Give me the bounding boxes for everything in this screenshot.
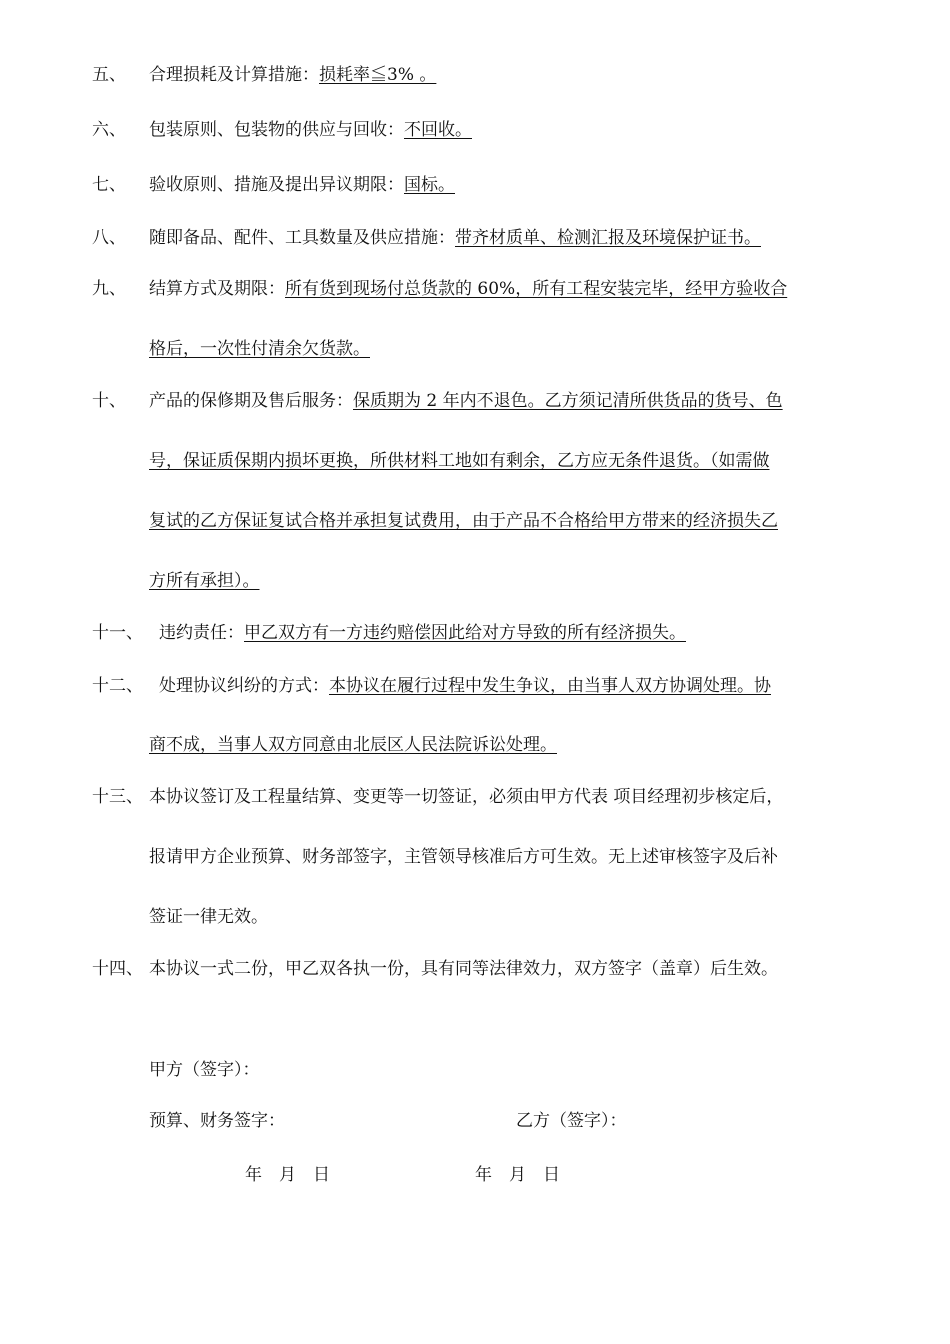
clause-6: [149, 119, 472, 141]
clause-value: 国标。: [404, 175, 455, 195]
clause-label: 合理损耗及计算措施：: [149, 65, 319, 85]
date-left: 年 月 日: [245, 1165, 330, 1185]
party-a-signature-label: 甲方（签字）：: [149, 1060, 260, 1080]
clause-14-line-1: 本协议一式二份，甲乙双各执一份，具有同等法律效力，双方签字（盖章）后生效。: [149, 959, 778, 979]
clause-number-10: 十、: [92, 391, 126, 411]
date-right: 年 月 日: [475, 1165, 560, 1185]
clause-label: 随即备品、配件、工具数量及供应措施：: [149, 228, 455, 248]
clause-number-12: 十二、: [92, 676, 143, 696]
clause-number-11: 十一、: [92, 623, 143, 643]
clause-label: 违约责任：: [159, 623, 244, 643]
clause-value: 保质期为 2 年内不退色。乙方须记清所供货品的货号、色: [353, 391, 783, 411]
clause-value: 本协议在履行过程中发生争议，由当事人双方协调处理。协: [329, 676, 771, 696]
clause-number-14: 十四、: [92, 959, 143, 979]
clause-5: [149, 64, 436, 86]
finance-signature-label: 预算、财务签字：: [149, 1111, 285, 1131]
clause-number-6: 六、: [92, 120, 126, 140]
clause-10-line-1: [149, 390, 783, 412]
clause-value: 不回收。: [404, 120, 472, 140]
clause-8: [149, 227, 761, 249]
clause-label: 结算方式及期限：: [149, 279, 285, 299]
clause-label: 验收原则、措施及提出异议期限：: [149, 175, 404, 195]
clause-12-line-1: [159, 675, 771, 697]
party-b-signature-label: 乙方（签字）：: [516, 1111, 627, 1131]
clause-value: 甲乙双方有一方违约赔偿因此给对方导致的所有经济损失。: [244, 623, 686, 643]
clause-value: 所有货到现场付总货款的 60%，所有工程安装完毕，经甲方验收合: [285, 279, 788, 299]
clause-number-8: 八、: [92, 228, 126, 248]
clause-10-line-4: 方所有承担）。: [149, 571, 260, 591]
clause-number-13: 十三、: [92, 787, 143, 807]
clause-label: 处理协议纠纷的方式：: [159, 676, 329, 696]
clause-13-line-1: 本协议签订及工程量结算、变更等一切签证，必须由甲方代表 项目经理初步核定后，: [149, 787, 784, 807]
clause-10-line-2: 号，保证质保期内损坏更换，所供材料工地如有剩余，乙方应无条件退货。（如需做: [149, 451, 770, 471]
clause-number-5: 五、: [92, 65, 126, 85]
clause-9-line-1: [149, 278, 787, 300]
clause-9-line-2: 格后，一次性付清余欠货款。: [149, 339, 370, 359]
clause-13-line-2: 报请甲方企业预算、财务部签字，主管领导核准后方可生效。无上述审核签字及后补: [149, 847, 778, 867]
clause-13-line-3: 签证一律无效。: [149, 907, 268, 927]
clause-11: [159, 622, 686, 644]
clause-7: [149, 174, 455, 196]
clause-12-line-2: 商不成，当事人双方同意由北辰区人民法院诉讼处理。: [149, 735, 557, 755]
clause-value: 带齐材质单、检测汇报及环境保护证书。: [455, 228, 761, 248]
clause-value: 损耗率≦3% 。: [319, 65, 437, 85]
clause-number-9: 九、: [92, 279, 126, 299]
clause-label: 包装原则、包装物的供应与回收：: [149, 120, 404, 140]
clause-number-7: 七、: [92, 175, 126, 195]
clause-label: 产品的保修期及售后服务：: [149, 391, 353, 411]
clause-10-line-3: 复试的乙方保证复试合格并承担复试费用，由于产品不合格给甲方带来的经济损失乙: [149, 511, 778, 531]
